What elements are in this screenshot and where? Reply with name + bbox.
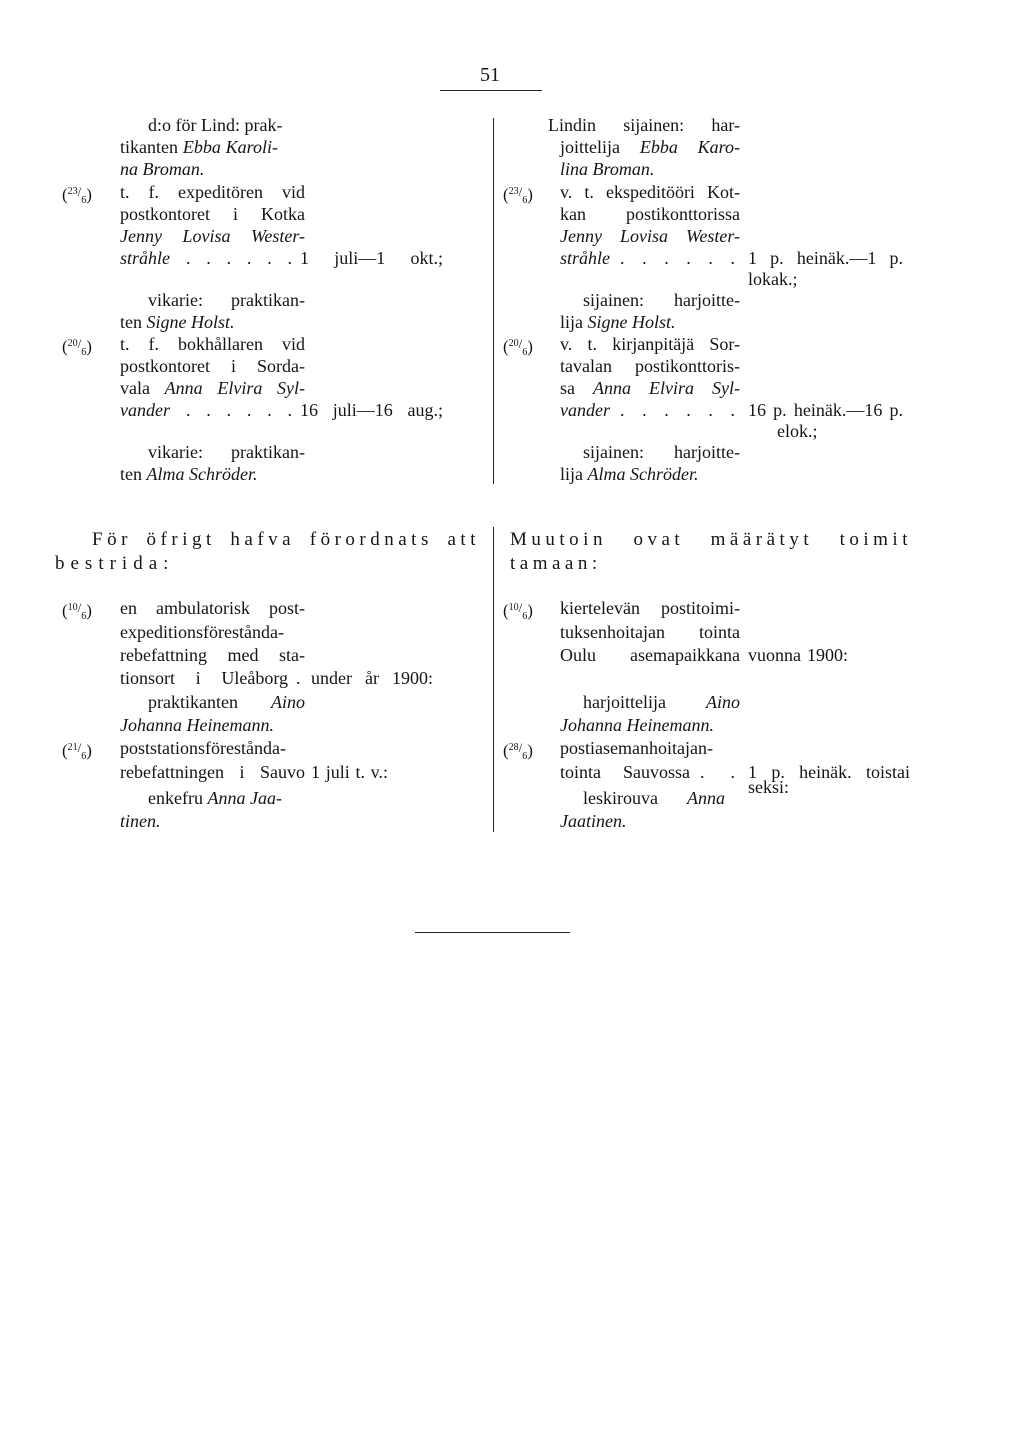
name-text: Alma Schröder. [146, 464, 258, 484]
text-line [120, 158, 305, 180]
period-text: 1 p. heinäk.—1 p. [748, 248, 903, 268]
date-marker: ( $^{20}$ /6 ) [503, 333, 533, 355]
text-line [120, 714, 305, 736]
text-line: postkontoret i Kotka [120, 204, 305, 224]
text-line: Oulu asemapaikkana [560, 645, 740, 665]
period-text: 16 p. heinäk.—16 p. [748, 400, 903, 420]
text-line: v. t. kirjanpitäjä Sor- [560, 334, 740, 354]
text-line: vikarie: praktikan- [148, 290, 305, 310]
text-line: kiertelevän postitoimi- [560, 598, 740, 618]
leader-dots: . . . . . . [620, 248, 735, 268]
period-text: elok.; [777, 421, 818, 441]
leader-dots: . . . . . . [186, 248, 292, 268]
text-line: ten Alma Schröder. [120, 464, 258, 484]
date-marker: ( $^{10}$ /6 ) [62, 597, 92, 619]
text-line: sijainen: harjoitte- [583, 290, 740, 310]
name-text: Johanna Heinemann. [560, 715, 714, 735]
name-text: vander [560, 400, 610, 420]
name-text: Jenny Lovisa Wester- [560, 226, 740, 246]
text-line: tointa Sauvossa [560, 762, 690, 782]
text-line: tuksenhoitajan tointa [560, 622, 740, 642]
text-line: harjoittelija Aino [583, 692, 740, 712]
text-line: enkefru Anna Jaa- [148, 788, 282, 808]
period-text: lokak.; [748, 269, 798, 289]
name-text: Anna Elvira Syl- [593, 378, 740, 398]
text-line [120, 810, 305, 832]
name-text: Jenny Lovisa Wester- [120, 226, 305, 246]
leader-dots: . [296, 668, 301, 688]
text-line: d:o för Lind: prak- [148, 115, 283, 135]
name-text: Anna Jaa- [207, 788, 282, 808]
section-heading: tamaan: [510, 553, 602, 574]
footer-rule [415, 932, 570, 933]
text-line: praktikanten Aino [148, 692, 305, 712]
period-text: 1 p. heinäk. toistai [748, 762, 910, 782]
period-text: under år 1900: [311, 668, 433, 688]
text-line: rebefattningen i Sauvo [120, 762, 305, 782]
name-text: tinen. [120, 811, 161, 831]
text-line: kan postikonttorissa [560, 204, 740, 224]
period-text: seksi: [748, 777, 790, 797]
leader-dots: . . . . . . [620, 400, 735, 420]
date-marker: ( $^{28}$ /6 ) [503, 737, 533, 759]
name-text: Anna Elvira Syl- [164, 378, 305, 398]
section-heading: bestrida: [55, 553, 175, 574]
text-line [560, 810, 740, 832]
column-divider-bottom [493, 527, 494, 832]
period-text: 1 juli—1 okt.; [300, 248, 443, 268]
name-text: na Broman. [120, 159, 205, 179]
text-line: tavalan postikonttoris- [560, 356, 740, 376]
text-line: tionsort i Uleåborg [120, 668, 288, 688]
text-line: Lindin sijainen: har- [548, 115, 740, 135]
date-marker: ( $^{21}$ /6 ) [62, 737, 92, 759]
date-marker: ( $^{23}$ /6 ) [62, 181, 92, 203]
name-text: lina Broman. [560, 159, 655, 179]
date-marker: ( $^{23}$ /6 ) [503, 181, 533, 203]
name-text: Aino [706, 692, 740, 712]
leader-dots: . . [700, 762, 735, 782]
page-number: 51 [480, 64, 500, 86]
text-line: poststationsförestånda- [120, 738, 286, 758]
text-line: rebefattning med sta- [120, 645, 305, 665]
text-line: lija Signe Holst. [560, 312, 676, 332]
text-line: joittelija Ebba Karo- [560, 137, 740, 157]
text-line [120, 225, 305, 247]
text-line: t. f. expeditören vid [120, 182, 305, 202]
name-text: vander [120, 400, 170, 420]
date-marker: ( $^{10}$ /6 ) [503, 597, 533, 619]
text-line: vikarie: praktikan- [148, 442, 305, 462]
name-text: Signe Holst. [587, 312, 676, 332]
text-line [560, 225, 740, 247]
text-line: postkontoret i Sorda- [120, 356, 305, 376]
name-text: Ebba Karoli- [182, 137, 278, 157]
text-line: t. f. bokhållaren vid [120, 334, 305, 354]
text-line: postiasemanhoitajan- [560, 738, 713, 758]
page-number-rule [440, 90, 542, 91]
name-text: Anna [687, 788, 725, 808]
text-line: sijainen: harjoitte- [583, 442, 740, 462]
name-text: Signe Holst. [146, 312, 235, 332]
name-text: Johanna Heinemann. [120, 715, 274, 735]
date-marker: ( $^{20}$ /6 ) [62, 333, 92, 355]
text-line: ten Signe Holst. [120, 312, 235, 332]
section-heading: Muutoin ovat määrätyt toimit [510, 529, 912, 550]
text-line: v. t. ekspeditööri Kot- [560, 182, 740, 202]
period-text: 16 juli—16 aug.; [300, 400, 443, 420]
text-line: en ambulatorisk post- [120, 598, 305, 618]
name-text: Alma Schröder. [587, 464, 699, 484]
name-text: stråhle [120, 248, 171, 268]
name-text: Jaatinen. [560, 811, 627, 831]
name-text: Aino [271, 692, 305, 712]
text-line: lija Alma Schröder. [560, 464, 699, 484]
text-line [560, 714, 740, 736]
text-line: sa Anna Elvira Syl- [560, 378, 740, 398]
leader-dots: . . . . . . [186, 400, 292, 420]
text-line: leskirouva Anna [583, 788, 725, 808]
text-line: vala Anna Elvira Syl- [120, 378, 305, 398]
name-text: stråhle [560, 248, 611, 268]
section-heading: För öfrigt hafva förordnats att [92, 529, 480, 550]
text-line: tikanten Ebba Karoli- [120, 137, 278, 157]
column-divider-top [493, 118, 494, 484]
period-text: 1 juli t. v.: [311, 762, 388, 782]
period-text: vuonna 1900: [748, 645, 848, 665]
name-text: Ebba Karo- [639, 137, 740, 157]
text-line: expeditionsförestånda- [120, 622, 284, 642]
text-line [560, 158, 740, 180]
